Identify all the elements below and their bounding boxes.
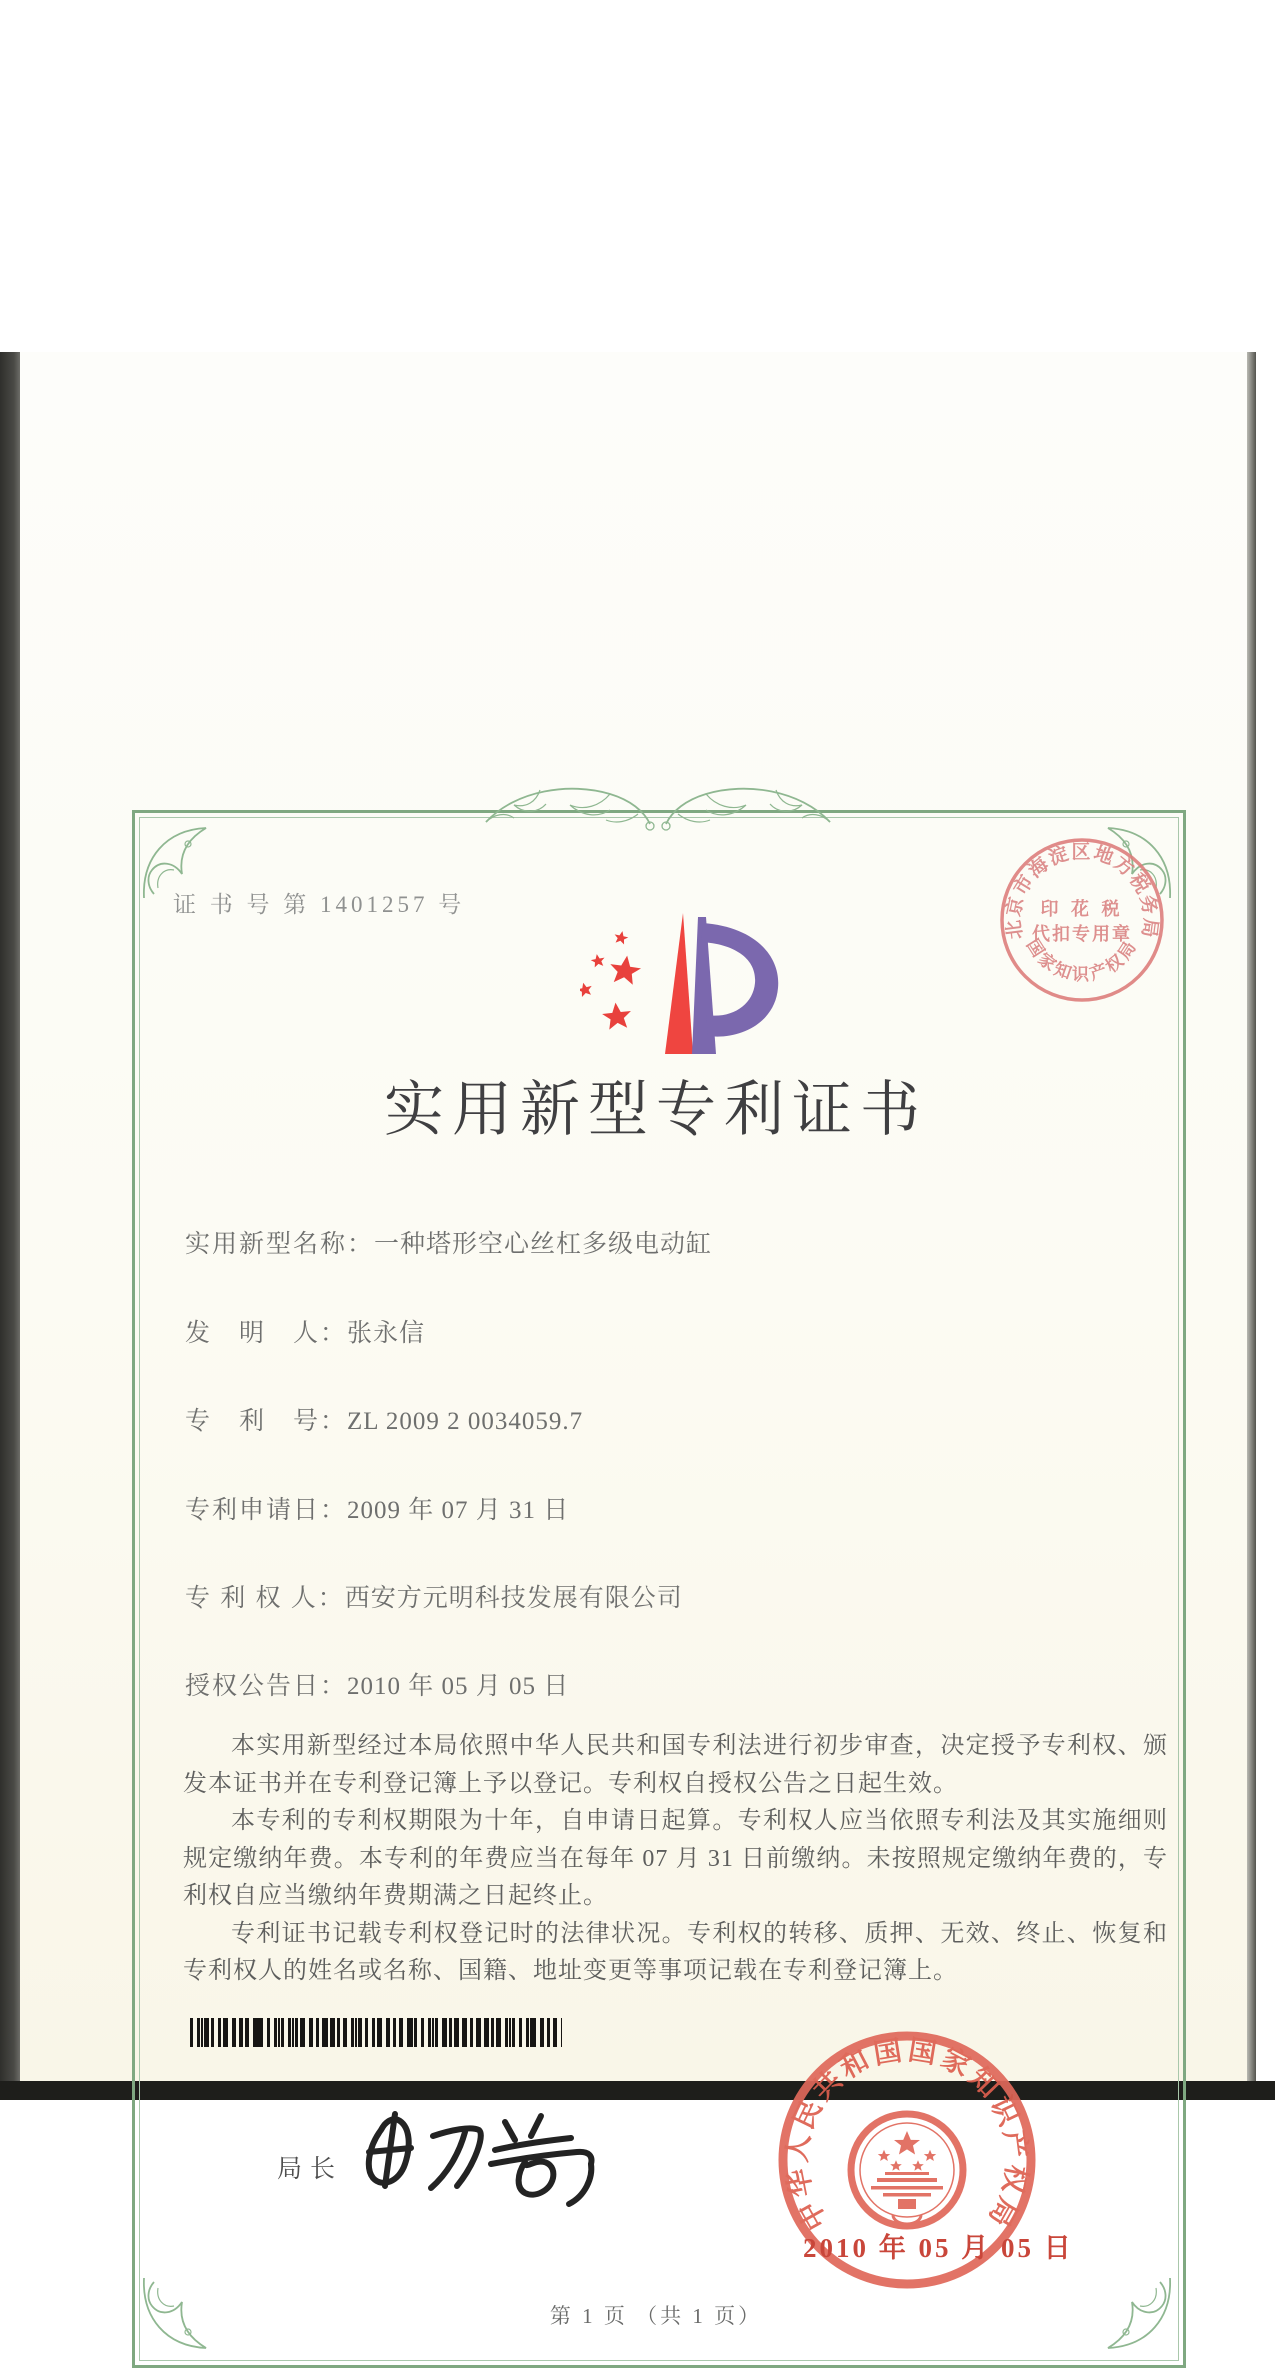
field-label: 专 利 权 人： [185, 1585, 345, 1612]
certificate-title: 实用新型专利证书 [384, 1077, 928, 1143]
field-label: 专利申请日： [185, 1497, 348, 1524]
director-title-label: 局长 [277, 2156, 344, 2183]
tax-stamp-arc-top-text: 北京市海淀区地方税务局 [1003, 842, 1161, 941]
barcode [190, 2018, 562, 2047]
tax-stamp-line1: 印 花 税 [1040, 899, 1124, 919]
field-patent-number [185, 1401, 583, 1437]
field-value: ZL 2009 2 0034059.7 [347, 1408, 584, 1435]
top-center-flourish-ornament [478, 770, 838, 840]
legal-paragraph-1: 本实用新型经过本局依照中华人民共和国专利法进行初步审查，决定授予专利权、颁发本证书并在专利登记簿上予以登记。专利权自授权公告之日起生效。 [183, 1733, 1168, 1797]
field-value: 2010 年 05 月 05 日 [347, 1673, 570, 1700]
logo-p-bowl [701, 923, 778, 1037]
field-label: 实用新型名称： [185, 1231, 375, 1258]
legal-text-block [183, 1728, 1168, 1991]
field-value: 一种塔形空心丝杠多级电动缸 [374, 1231, 713, 1258]
field-label: 授权公告日： [185, 1673, 348, 1700]
field-value: 2009 年 07 月 31 日 [347, 1497, 570, 1524]
sipo-logo [580, 887, 790, 1057]
legal-paragraph-3: 专利证书记载专利权登记时的法律状况。专利权的转移、质押、无效、终止、恢复和专利权人的姓名或名称、国籍、地址变更等事项记载在专利登记簿上。 [183, 1920, 1168, 1984]
certificate-number: 证 书 号 第 1401257 号 [173, 892, 466, 917]
field-value: 西安方元明科技发展有限公司 [344, 1585, 683, 1612]
field-utility-model-name [185, 1224, 712, 1260]
director-signature [353, 2102, 618, 2217]
logo-stars [580, 930, 643, 1030]
field-value: 张永信 [347, 1320, 426, 1347]
scanner-edge-right [1247, 352, 1256, 2100]
field-grant-publication-date [185, 1666, 569, 1702]
scanner-edge-left [0, 352, 20, 2100]
tax-stamp-line2: 代扣专用章 [1032, 924, 1132, 944]
field-patentee [185, 1578, 683, 1614]
logo-red-wedge [665, 913, 693, 1054]
field-inventor [185, 1313, 425, 1349]
legal-paragraph-2: 本专利的专利权期限为十年，自申请日起算。专利权人应当依照专利法及其实施细则规定缴纳年费。本专利的年费应当在每年 07 月 31 日前缴纳。未按照规定缴纳年费的，专利权自应当缴纳年费期满之日起终止。 [183, 1808, 1168, 1909]
issue-date: 2010 年 05 月 05 日 [803, 2233, 1074, 2263]
seal-ring-text: 中华人民共和国国家知识产权局 [781, 2035, 1033, 2235]
page-number-footer: 第 1 页 （共 1 页） [549, 2304, 763, 2328]
tax-stamp [982, 820, 1182, 1020]
field-application-date [185, 1490, 569, 1526]
field-label: 专 利 号： [185, 1408, 348, 1435]
tax-stamp-arc-bottom-text: 国家知识产权局 [1022, 935, 1142, 985]
national-emblem [851, 2114, 963, 2226]
certificate-page [20, 352, 1247, 2328]
field-label: 发 明 人： [185, 1320, 348, 1347]
